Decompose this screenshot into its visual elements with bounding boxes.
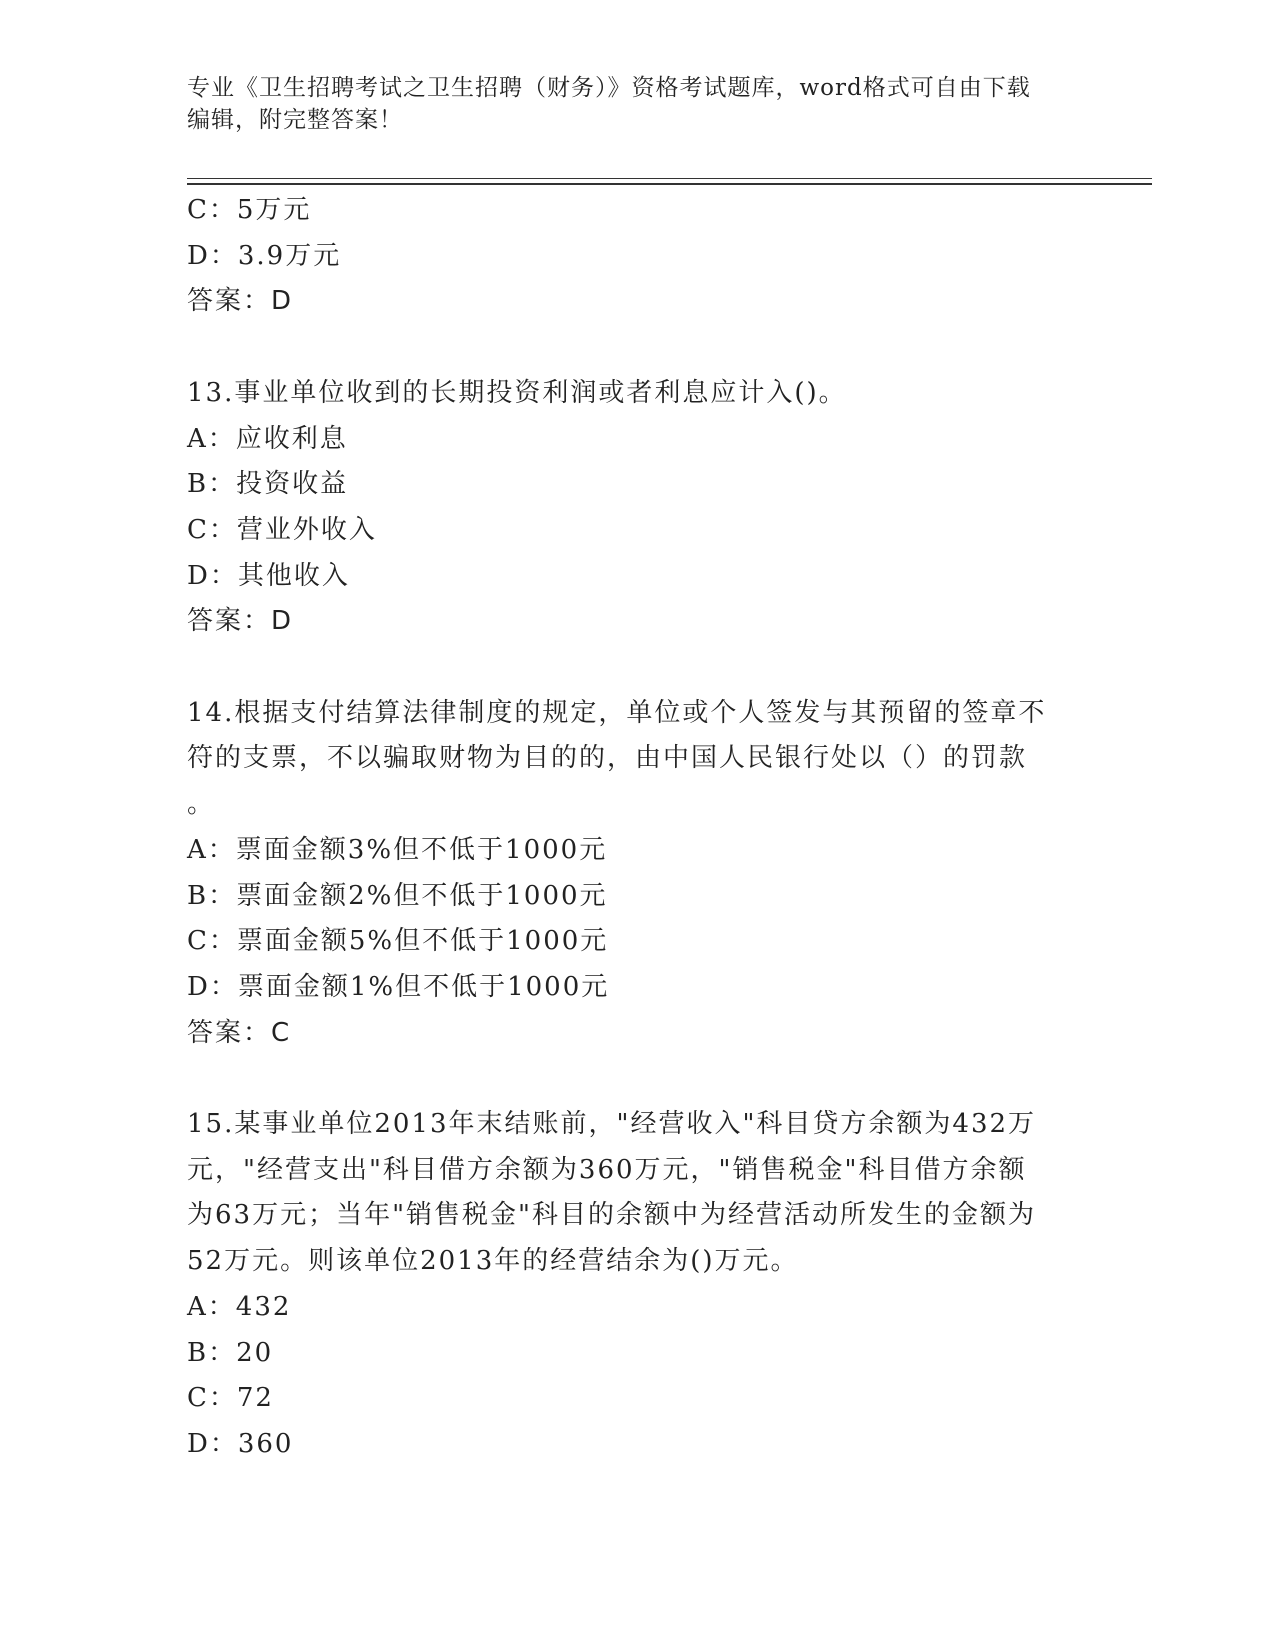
option-d: D：360 xyxy=(187,1428,294,1459)
question-list xyxy=(187,188,1087,1468)
option-d: D：其他收入 xyxy=(187,560,350,591)
option-b: B：投资收益 xyxy=(187,469,349,500)
question-stem-line-3: 为63万元；当年"销售税金"科目的余额中为经营活动所发生的金额为 xyxy=(187,1200,1037,1231)
option-d: D：3.9万元 xyxy=(187,240,342,271)
question-12-continued xyxy=(187,188,1087,325)
header-divider-thin xyxy=(187,178,1152,179)
document-header xyxy=(187,72,1067,136)
question-stem-line-1: 14.根据支付结算法律制度的规定，单位或个人签发与其预留的签章不 xyxy=(187,697,1047,728)
option-a: A：432 xyxy=(187,1291,292,1322)
question-14 xyxy=(187,691,1087,1057)
header-title-line-1: 专业《卫生招聘考试之卫生招聘（财务）》资格考试题库，word格式可自由下载 xyxy=(187,75,1031,101)
option-c: C：营业外收入 xyxy=(187,514,377,545)
option-b: B：票面金额2%但不低于1000元 xyxy=(187,880,608,911)
option-c: C：5万元 xyxy=(187,195,312,225)
question-15 xyxy=(187,1102,1087,1468)
question-stem-line-4: 52万元。则该单位2013年的经营结余为()万元。 xyxy=(187,1246,799,1277)
question-stem-line-2: 符的支票，不以骗取财物为目的的，由中国人民银行处以（）的罚款 xyxy=(187,743,1028,774)
option-b: B：20 xyxy=(187,1337,274,1368)
question-stem-line-2: 元，"经营支出"科目借方余额为360万元，"销售税金"科目借方余额 xyxy=(187,1154,1027,1185)
header-title-line-2: 编辑，附完整答案！ xyxy=(187,107,403,133)
answer-label: 答案：D xyxy=(187,286,294,317)
header-divider-thick xyxy=(187,183,1152,185)
spacer xyxy=(187,645,1087,691)
question-stem-line-1: 15.某事业单位2013年末结账前，"经营收入"科目贷方余额为432万 xyxy=(187,1109,1037,1140)
option-c: C：72 xyxy=(187,1383,274,1414)
question-13 xyxy=(187,371,1087,645)
spacer xyxy=(187,1056,1087,1102)
question-stem: 13.事业单位收到的长期投资利润或者利息应计入()。 xyxy=(187,377,847,408)
answer-label: 答案：D xyxy=(187,606,294,637)
question-stem-line-3: 。 xyxy=(187,789,216,820)
option-a: A：应收利息 xyxy=(187,423,348,454)
option-a: A：票面金额3%但不低于1000元 xyxy=(187,834,608,865)
option-d: D：票面金额1%但不低于1000元 xyxy=(187,971,610,1002)
answer-label: 答案：C xyxy=(187,1017,292,1048)
spacer xyxy=(187,325,1087,371)
option-c: C：票面金额5%但不低于1000元 xyxy=(187,926,609,957)
